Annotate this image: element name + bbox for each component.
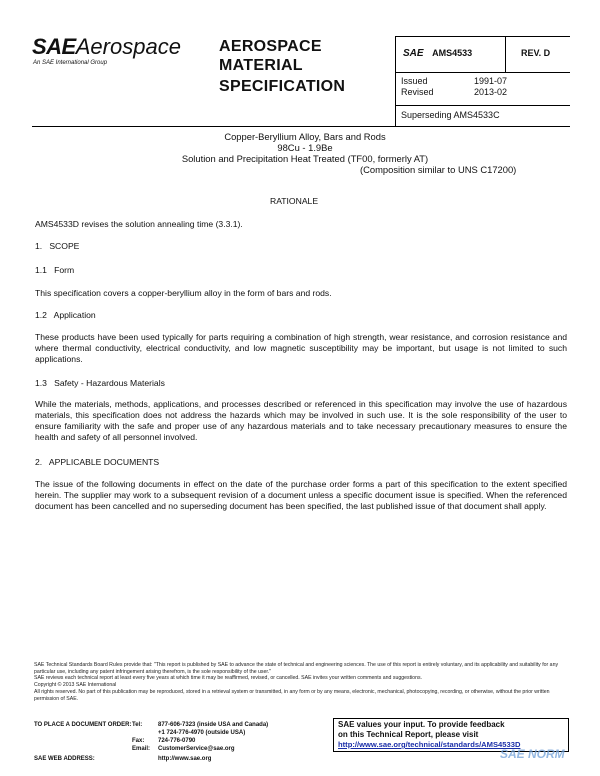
feedback-line-2: on this Technical Report, please visit bbox=[338, 730, 479, 739]
title-line-2: MATERIAL bbox=[219, 57, 303, 74]
feedback-link[interactable]: http://www.sae.org/technical/standards/AMS4533D bbox=[338, 740, 521, 749]
title-line-1: AEROSPACE bbox=[219, 38, 322, 55]
logo-aerospace-text: Aerospace bbox=[75, 34, 181, 59]
footer-copyright: Copyright © 2013 SAE International bbox=[34, 681, 117, 688]
header-rule-mid bbox=[395, 72, 570, 73]
fax-value: 724-776-0790 bbox=[158, 738, 196, 744]
material-title-line-3: Solution and Precipitation Heat Treated (TF00, formerly AT) bbox=[181, 153, 429, 164]
footer-review-paragraph: SAE reviews each technical report at least every five years at which time it may be reaffirmed, revised, or cancelled. SAE invites your written comments and suggestions. bbox=[34, 675, 422, 682]
rationale-text: AMS4533D revises the solution annealing time (3.3.1). bbox=[35, 219, 243, 229]
revised-value: 2013-02 bbox=[474, 87, 508, 97]
order-label: TO PLACE A DOCUMENT ORDER: bbox=[34, 722, 132, 728]
tel-value: 877-606-7323 (inside USA and Canada) bbox=[158, 722, 269, 728]
revised-label: Revised bbox=[401, 87, 434, 97]
email-value[interactable]: CustomerService@sae.org bbox=[158, 746, 235, 752]
logo-subtitle: An SAE International Group bbox=[33, 60, 108, 66]
section-2-heading: 2. APPLICABLE DOCUMENTS bbox=[35, 457, 160, 467]
material-title-line-2: 98Cu - 1.9Be bbox=[277, 142, 333, 153]
watermark-logo bbox=[500, 745, 565, 763]
footer-rights-paragraph: All rights reserved. No part of this publication may be reproduced, stored in a retrieval system or transmitted, in any form or by any means, electronic, mechanical, photocopying, recording, or otherwise, without the prior written permission of SAE. bbox=[34, 689, 550, 702]
header-rule-vert-left bbox=[395, 36, 396, 126]
section-1-3-text: While the materials, methods, applications, and processes described or referenced in this specification may involve the use of hazardous materials, this specification does not address the hazards which may be involved in such use. It is the sole responsibility of the user to ensure familiarity with the safe and proper use of any hazardous materials and to take necessary precautionary measures to ensure the health and safety of all personnel involved. bbox=[35, 399, 567, 442]
header-rule-vert-mid bbox=[505, 36, 506, 72]
section-1-2-heading: 1.2 Application bbox=[35, 310, 96, 320]
section-1-1-heading: 1.1 Form bbox=[35, 265, 75, 275]
logo-sae-text: SAE bbox=[32, 34, 76, 59]
web-value[interactable]: http://www.sae.org bbox=[158, 756, 212, 762]
section-1-1-text: This specification covers a copper-beryllium alloy in the form of bars and rods. bbox=[35, 288, 332, 298]
issued-value: 1991-07 bbox=[474, 76, 508, 86]
section-1-heading: 1. SCOPE bbox=[35, 241, 80, 251]
material-title-block bbox=[140, 131, 470, 164]
section-1-3-heading: 1.3 Safety - Hazardous Materials bbox=[35, 378, 165, 388]
footer-rules-paragraph: SAE Technical Standards Board Rules provide that: "This report is published by SAE to advance the state of technical and engineering sciences. The use of this report is entirely voluntary, and its applicability and suitability for any particular use, including any patent infringement arising therefrom, is the sole responsibility of the user." bbox=[34, 662, 559, 675]
doc-sae-mark: SAE bbox=[403, 48, 424, 59]
feedback-line-1: SAE values your input. To provide feedback bbox=[338, 720, 505, 729]
material-title-line-4: (Composition similar to UNS C17200) bbox=[360, 164, 517, 175]
material-title-line-1: Copper-Beryllium Alloy, Bars and Rods bbox=[224, 131, 386, 142]
email-label: Email: bbox=[132, 746, 151, 752]
fax-label: Fax: bbox=[132, 738, 145, 744]
tel2-value: +1 724-776-4970 (outside USA) bbox=[158, 730, 246, 736]
header-rule-top bbox=[395, 36, 570, 37]
watermark-text: SAE NORM bbox=[500, 747, 565, 761]
section-1-2-text: These products have been used typically for parts requiring a combination of high strength, wear resistance, and corrosion resistance and where thermal conductivity, electrical conductivity, and low magnetic susceptibility may be important, but usage is not limited to such applications. bbox=[35, 332, 567, 364]
rationale-heading: RATIONALE bbox=[270, 196, 319, 206]
header-rule-bottom bbox=[32, 126, 570, 127]
document-number bbox=[403, 48, 472, 59]
title-line-3: SPECIFICATION bbox=[219, 78, 346, 95]
superseding-note: Superseding AMS4533C bbox=[401, 110, 500, 120]
sae-aerospace-logo bbox=[32, 34, 181, 60]
section-2-text: The issue of the following documents in effect on the date of the purchase order forms a part of this specification to the extent specified herein. The supplier may work to a subsequent revision of a document unless a specific document issue is specified. When the referenced document has been cancelled and no superseding document has been specified, the last published issue of that document shall apply. bbox=[35, 479, 567, 511]
web-label: SAE WEB ADDRESS: bbox=[34, 756, 95, 762]
footer-notice bbox=[34, 662, 568, 703]
tel-label: Tel: bbox=[132, 722, 143, 728]
document-type-title bbox=[219, 37, 345, 96]
doc-number-text: AMS4533 bbox=[432, 48, 473, 58]
issued-label: Issued bbox=[401, 76, 428, 86]
revision-label: REV. D bbox=[521, 48, 551, 58]
header-rule-lower bbox=[395, 105, 570, 106]
